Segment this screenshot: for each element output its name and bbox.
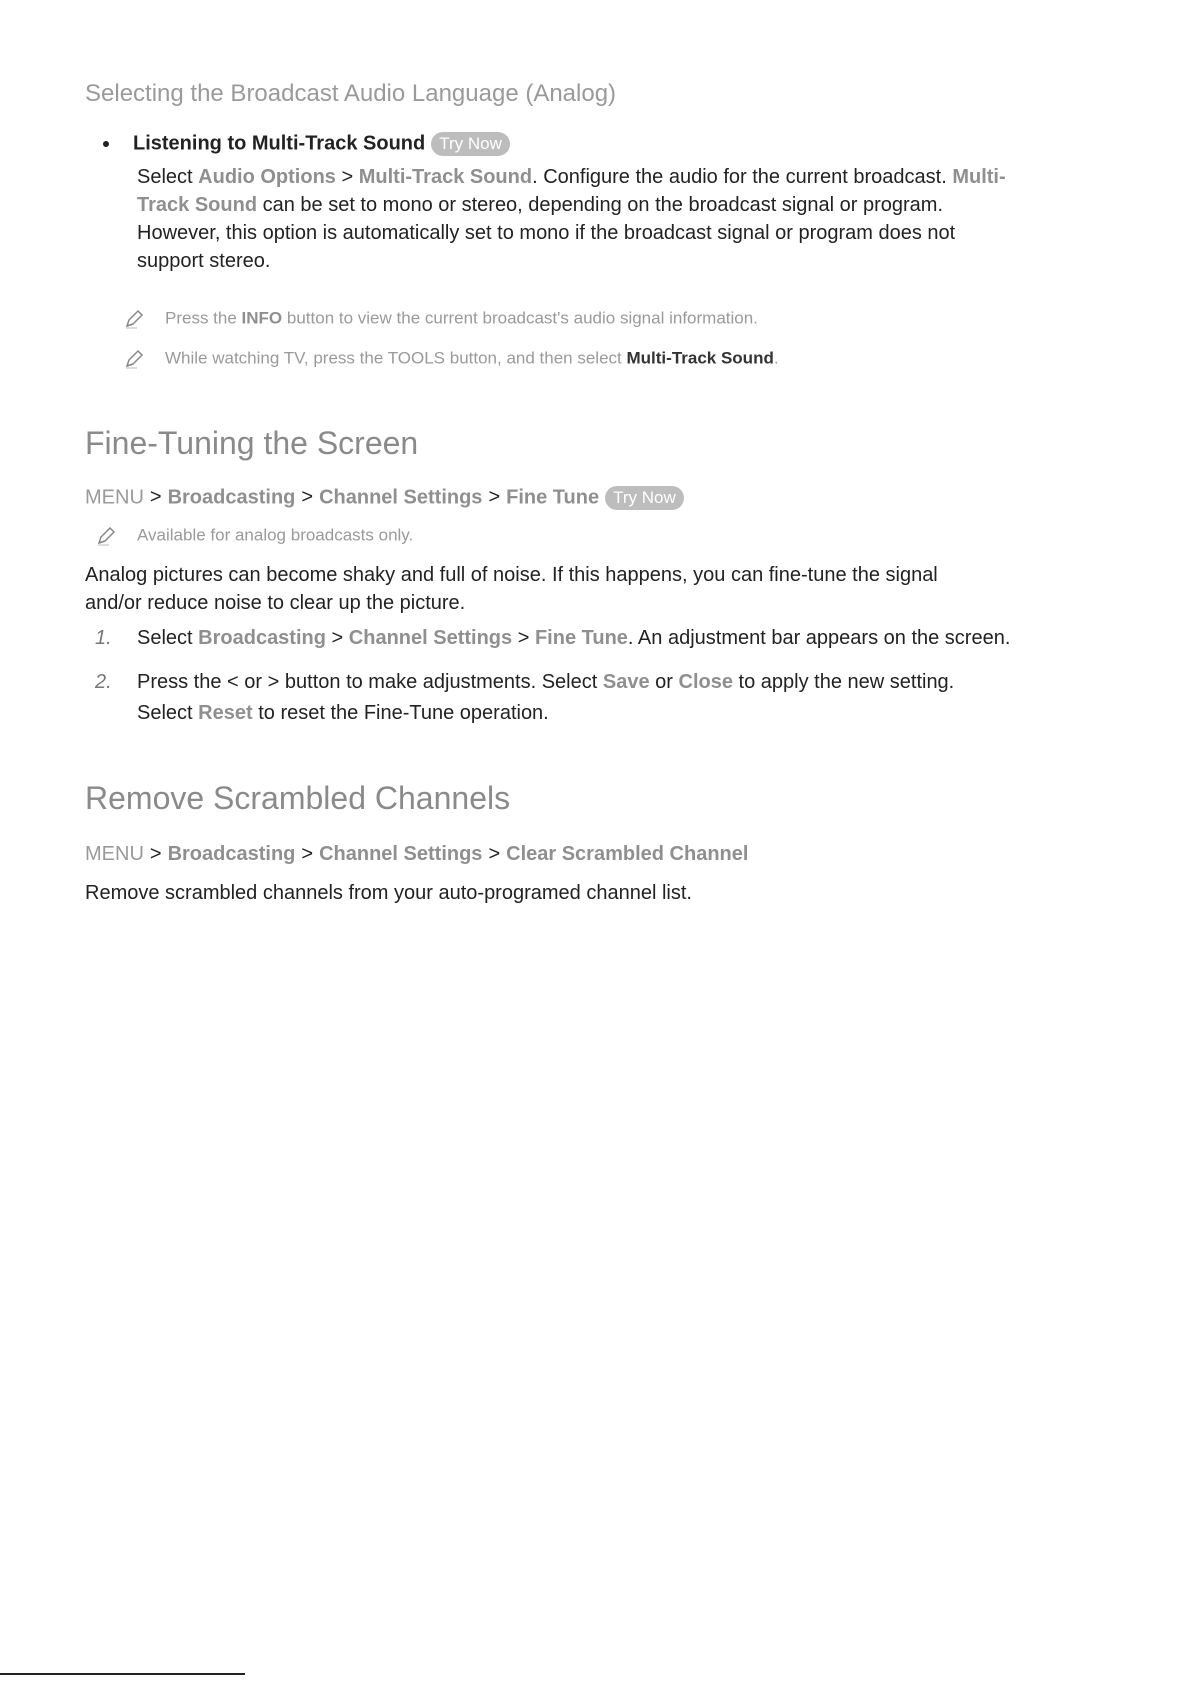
bullet-item bbox=[103, 132, 510, 156]
note-analog-only: Available for analog broadcasts only. bbox=[95, 525, 413, 547]
note-info: Press the INFO button to view the current broadcast's audio signal information. bbox=[123, 308, 758, 330]
section-heading-audio-language: Selecting the Broadcast Audio Language (Analog) bbox=[85, 80, 617, 107]
bullet-title: Listening to Multi-Track Sound bbox=[133, 132, 426, 155]
breadcrumb-fine-tune: Fine Tune bbox=[506, 486, 600, 509]
left-arrow-icon: < bbox=[227, 671, 239, 693]
footer-rule bbox=[0, 1673, 245, 1675]
menu-item-multi-track-sound: Multi-Track Sound bbox=[358, 166, 533, 188]
right-arrow-icon: > bbox=[267, 671, 280, 693]
section-heading-fine-tuning: Fine-Tuning the Screen bbox=[85, 425, 419, 461]
section-heading-remove-scrambled: Remove Scrambled Channels bbox=[85, 780, 511, 816]
step-number: 1. bbox=[95, 627, 112, 649]
breadcrumb-broadcasting: Broadcasting bbox=[167, 843, 296, 865]
breadcrumb-channel-settings: Channel Settings bbox=[319, 843, 483, 865]
menu-item-multi-track-sound: Multi- bbox=[952, 166, 1006, 188]
text: . Configure the audio for the current broadcast. bbox=[532, 166, 947, 188]
try-now-button[interactable]: Try Now bbox=[431, 132, 510, 156]
separator: > bbox=[341, 166, 354, 188]
reset-label: Reset bbox=[198, 702, 253, 724]
pencil-icon bbox=[123, 308, 145, 330]
breadcrumb-clear-scrambled-channel: Clear Scrambled Channel bbox=[506, 843, 749, 865]
menu-label: MENU bbox=[85, 486, 144, 509]
pencil-icon bbox=[95, 525, 117, 547]
menu-item-multi-track-sound: Track Sound bbox=[137, 194, 258, 216]
try-now-button[interactable]: Try Now bbox=[605, 486, 684, 510]
close-label: Close bbox=[678, 671, 733, 693]
multi-track-sound-label: Multi-Track Sound bbox=[626, 348, 774, 368]
menu-item-audio-options: Audio Options bbox=[198, 166, 336, 188]
text: Select bbox=[137, 166, 193, 188]
text: However, this option is automatically set to mono if the broadcast signal or program does not bbox=[137, 222, 956, 244]
info-button-label: INFO bbox=[241, 308, 283, 328]
text: support stereo. bbox=[137, 250, 271, 272]
menu-path-fine-tune: MENU > Broadcasting > Channel Settings > Fine Tune Try Now bbox=[85, 486, 684, 510]
pencil-icon bbox=[123, 348, 145, 370]
breadcrumb-broadcasting: Broadcasting bbox=[167, 486, 296, 509]
step-number: 2. bbox=[95, 671, 112, 693]
text: can be set to mono or stereo, depending on the broadcast signal or program. bbox=[262, 194, 944, 216]
breadcrumb-channel-settings: Channel Settings bbox=[319, 486, 483, 509]
remove-scrambled-description: Remove scrambled channels from your auto-programed channel list. bbox=[85, 882, 692, 904]
save-label: Save bbox=[602, 671, 650, 693]
bullet-dot bbox=[103, 141, 109, 147]
note-tools: While watching TV, press the TOOLS button, and then select Multi-Track Sound. bbox=[123, 348, 779, 370]
audio-description bbox=[137, 163, 1117, 275]
menu-path-clear-scrambled: MENU > Broadcasting > Channel Settings > Clear Scrambled Channel bbox=[85, 843, 749, 865]
fine-tune-intro: Analog pictures can become shaky and full of noise. If this happens, you can fine-tune the signal and/or reduce noise to clear up the picture. bbox=[85, 564, 938, 614]
menu-label: MENU bbox=[85, 843, 144, 865]
